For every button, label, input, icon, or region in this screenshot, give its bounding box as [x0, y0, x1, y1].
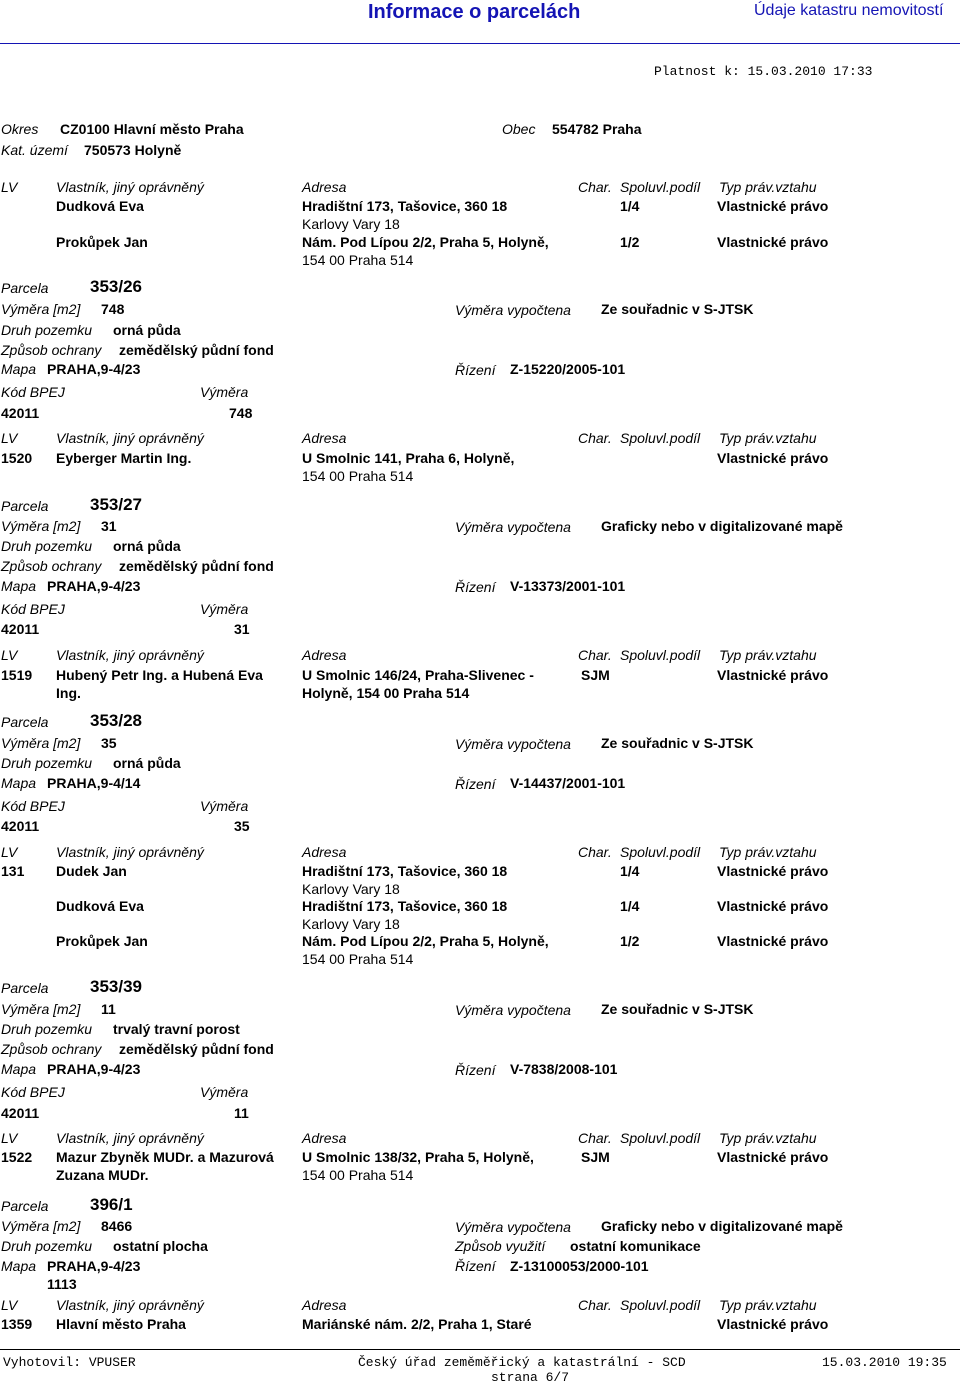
footer-datetime: 15.03.2010 19:35 — [822, 1355, 947, 1370]
owner-share: 1/2 — [620, 234, 640, 250]
owner-address-line2: Karlovy Vary 18 — [302, 881, 400, 897]
vypoctena-label: Výměra vypočtena — [455, 519, 571, 535]
footer-rule — [0, 1349, 960, 1350]
druh-value: ostatní plocha — [113, 1238, 208, 1254]
owner-name: Prokůpek Jan — [56, 933, 148, 949]
owner-name-line2: Ing. — [56, 685, 81, 701]
col-typ: Typ práv.vztahu — [719, 1297, 817, 1313]
druh-value: orná půda — [113, 755, 181, 771]
col-podil: Spoluvl.podíl — [620, 844, 701, 860]
mapa-value-line2: 1113 — [47, 1276, 77, 1292]
col-vlastnik: Vlastník, jiný oprávněný — [56, 844, 204, 860]
owner-share: 1/4 — [620, 863, 640, 879]
owner-lv: 1519 — [1, 667, 33, 683]
col-typ: Typ práv.vztahu — [719, 430, 817, 446]
parcela-label: Parcela — [1, 498, 49, 514]
col-podil: Spoluvl.podíl — [620, 647, 701, 663]
col-podil: Spoluvl.podíl — [620, 179, 701, 195]
rizeni-label: Řízení — [455, 1258, 496, 1274]
mapa-label: Mapa — [1, 1061, 37, 1077]
vypoctena-label: Výměra vypočtena — [455, 1219, 571, 1235]
owner-address: Hradištní 173, Tašovice, 360 18 — [302, 863, 508, 879]
col-adresa: Adresa — [302, 430, 347, 446]
col-vlastnik: Vlastník, jiný oprávněný — [56, 430, 204, 446]
vymera-label: Výměra [m2] — [1, 1001, 81, 1017]
parcela-label: Parcela — [1, 1198, 49, 1214]
owner-share: 1/4 — [620, 198, 640, 214]
vymera-value: 8466 — [101, 1218, 133, 1234]
owner-name: Hlavní město Praha — [56, 1316, 186, 1332]
col-char: Char. — [578, 844, 612, 860]
parcela-label: Parcela — [1, 280, 49, 296]
bpej-label: Kód BPEJ — [1, 601, 65, 617]
bpej-vymera-label: Výměra — [200, 798, 249, 814]
ochrana-value: zemědělský půdní fond — [119, 1041, 274, 1057]
footer-page-number: strana 6/7 — [491, 1370, 570, 1385]
mapa-value: PRAHA,9-4/23 — [47, 361, 141, 377]
owner-name: Dudková Eva — [56, 898, 144, 914]
footer-office: Český úřad zeměměřický a katastrální - SCD — [358, 1355, 686, 1370]
owner-lv: 1520 — [1, 450, 33, 466]
col-adresa: Adresa — [302, 647, 347, 663]
vypoctena-label: Výměra vypočtena — [455, 302, 571, 318]
vymera-value: 748 — [101, 301, 125, 317]
mapa-value: PRAHA,9-4/23 — [47, 1258, 141, 1274]
col-adresa: Adresa — [302, 844, 347, 860]
owner-share: 1/2 — [620, 933, 640, 949]
col-podil: Spoluvl.podíl — [620, 430, 701, 446]
owner-address: U Smolnic 141, Praha 6, Holyně, — [302, 450, 515, 466]
owner-name: Dudek Jan — [56, 863, 127, 879]
parcel-number: 353/27 — [90, 495, 142, 514]
owner-right-type: Vlastnické právo — [717, 234, 829, 250]
vypoctena-value: Graficky nebo v digitalizované mapě — [601, 1218, 843, 1234]
vypoctena-value: Graficky nebo v digitalizované mapě — [601, 518, 843, 534]
col-lv: LV — [1, 1130, 18, 1146]
owner-address: Hradištní 173, Tašovice, 360 18 — [302, 898, 508, 914]
owner-name: Prokůpek Jan — [56, 234, 148, 250]
vypoctena-value: Ze souřadnic v S-JTSK — [601, 1001, 754, 1017]
page-title: Informace o parcelách — [368, 1, 581, 23]
bpej-vymera-label: Výměra — [200, 1084, 249, 1100]
col-lv: LV — [1, 647, 18, 663]
owner-lv: 1522 — [1, 1149, 33, 1165]
okres-label: Okres — [1, 121, 39, 137]
owner-address-line2: 154 00 Praha 514 — [302, 951, 414, 967]
owner-right-type: Vlastnické právo — [717, 667, 829, 683]
bpej-vymera: 11 — [234, 1105, 249, 1121]
col-lv: LV — [1, 844, 18, 860]
owner-name: Eyberger Martin Ing. — [56, 450, 192, 466]
owner-right-type: Vlastnické právo — [717, 1316, 829, 1332]
parcel-number: 353/26 — [90, 277, 142, 296]
col-char: Char. — [578, 647, 612, 663]
rizeni-label: Řízení — [455, 362, 496, 378]
mapa-value: PRAHA,9-4/14 — [47, 775, 141, 791]
druh-label: Druh pozemku — [1, 1021, 93, 1037]
rizeni-label: Řízení — [455, 1062, 496, 1078]
owner-address: Mariánské nám. 2/2, Praha 1, Staré — [302, 1316, 532, 1332]
rizeni-value: Z-15220/2005-101 — [510, 361, 626, 377]
druh-value: orná půda — [113, 538, 181, 554]
col-vlastnik: Vlastník, jiný oprávněný — [56, 1297, 204, 1313]
okres-value: CZ0100 Hlavní město Praha — [60, 121, 244, 137]
col-char: Char. — [578, 430, 612, 446]
owner-lv: 131 — [1, 863, 25, 879]
druh-label: Druh pozemku — [1, 538, 93, 554]
parcela-label: Parcela — [1, 980, 49, 996]
col-char: Char. — [578, 179, 612, 195]
col-vlastnik: Vlastník, jiný oprávněný — [56, 179, 204, 195]
parcel-number: 396/1 — [90, 1195, 133, 1214]
vymera-label: Výměra [m2] — [1, 1218, 81, 1234]
bpej-code: 42011 — [1, 1105, 40, 1121]
druh-label: Druh pozemku — [1, 755, 93, 771]
vyuziti-value: ostatní komunikace — [570, 1238, 701, 1254]
rizeni-label: Řízení — [455, 579, 496, 595]
rizeni-value: V-14437/2001-101 — [510, 775, 626, 791]
col-char: Char. — [578, 1297, 612, 1313]
ochrana-value: zemědělský půdní fond — [119, 558, 274, 574]
bpej-code: 42011 — [1, 818, 40, 834]
katuzemi-label: Kat. území — [1, 142, 68, 158]
mapa-value: PRAHA,9-4/23 — [47, 578, 141, 594]
bpej-label: Kód BPEJ — [1, 384, 65, 400]
bpej-vymera: 31 — [234, 621, 250, 637]
ochrana-label: Způsob ochrany — [1, 1041, 102, 1057]
bpej-vymera: 35 — [234, 818, 250, 834]
mapa-value: PRAHA,9-4/23 — [47, 1061, 141, 1077]
owner-name: Dudková Eva — [56, 198, 144, 214]
owner-address-line2: 154 00 Praha 514 — [302, 1167, 414, 1183]
obec-value: 554782 Praha — [552, 121, 642, 137]
validity-date: Platnost k: 15.03.2010 17:33 — [654, 64, 873, 79]
owner-right-type: Vlastnické právo — [717, 933, 829, 949]
owner-address-line2: 154 00 Praha 514 — [302, 468, 414, 484]
owner-lv: 1359 — [1, 1316, 33, 1332]
header-bar — [0, 0, 960, 43]
owner-right-type: Vlastnické právo — [717, 450, 829, 466]
col-podil: Spoluvl.podíl — [620, 1297, 701, 1313]
footer-created-by: Vyhotovil: VPUSER — [3, 1355, 136, 1370]
col-lv: LV — [1, 179, 18, 195]
col-adresa: Adresa — [302, 179, 347, 195]
parcel-number: 353/39 — [90, 977, 142, 996]
page-subtitle: Údaje katastru nemovitostí — [754, 2, 944, 19]
druh-label: Druh pozemku — [1, 322, 93, 338]
rizeni-value: V-13373/2001-101 — [510, 578, 626, 594]
owner-share: 1/4 — [620, 898, 640, 914]
owner-address-line2: Holyně, 154 00 Praha 514 — [302, 685, 470, 701]
vypoctena-label: Výměra vypočtena — [455, 736, 571, 752]
vypoctena-value: Ze souřadnic v S-JTSK — [601, 301, 754, 317]
col-typ: Typ práv.vztahu — [719, 647, 817, 663]
col-typ: Typ práv.vztahu — [719, 1130, 817, 1146]
owner-address-line2: Karlovy Vary 18 — [302, 916, 400, 932]
owner-name: Hubený Petr Ing. a Hubená Eva — [56, 667, 263, 683]
header-rule — [0, 43, 960, 44]
ochrana-label: Způsob ochrany — [1, 342, 102, 358]
col-vlastnik: Vlastník, jiný oprávněný — [56, 647, 204, 663]
vymera-label: Výměra [m2] — [1, 735, 81, 751]
vymera-value: 11 — [101, 1001, 116, 1017]
col-vlastnik: Vlastník, jiný oprávněný — [56, 1130, 204, 1146]
col-podil: Spoluvl.podíl — [620, 1130, 701, 1146]
owner-name-line2: Zuzana MUDr. — [56, 1167, 149, 1183]
bpej-vymera-label: Výměra — [200, 601, 249, 617]
mapa-label: Mapa — [1, 361, 37, 377]
druh-label: Druh pozemku — [1, 1238, 93, 1254]
owner-address: Nám. Pod Lípou 2/2, Praha 5, Holyně, — [302, 933, 549, 949]
vymera-label: Výměra [m2] — [1, 301, 81, 317]
col-typ: Typ práv.vztahu — [719, 844, 817, 860]
bpej-code: 42011 — [1, 405, 40, 421]
vyuziti-label: Způsob využití — [455, 1238, 546, 1254]
mapa-label: Mapa — [1, 578, 37, 594]
owner-char: SJM — [581, 1149, 610, 1165]
rizeni-value: V-7838/2008-101 — [510, 1061, 618, 1077]
rizeni-value: Z-13100053/2000-101 — [510, 1258, 649, 1274]
owner-right-type: Vlastnické právo — [717, 863, 829, 879]
col-adresa: Adresa — [302, 1297, 347, 1313]
vypoctena-label: Výměra vypočtena — [455, 1002, 571, 1018]
col-char: Char. — [578, 1130, 612, 1146]
bpej-label: Kód BPEJ — [1, 798, 65, 814]
vypoctena-value: Ze souřadnic v S-JTSK — [601, 735, 754, 751]
bpej-vymera: 748 — [229, 405, 253, 421]
bpej-code: 42011 — [1, 621, 40, 637]
col-lv: LV — [1, 430, 18, 446]
owner-right-type: Vlastnické právo — [717, 198, 829, 214]
bpej-label: Kód BPEJ — [1, 1084, 65, 1100]
parcel-number: 353/28 — [90, 711, 142, 730]
katuzemi-value: 750573 Holyně — [84, 142, 182, 158]
druh-value: orná půda — [113, 322, 181, 338]
rizeni-label: Řízení — [455, 776, 496, 792]
owner-address: U Smolnic 138/32, Praha 5, Holyně, — [302, 1149, 534, 1165]
vymera-value: 35 — [101, 735, 117, 751]
bpej-vymera-label: Výměra — [200, 384, 249, 400]
vymera-value: 31 — [101, 518, 117, 534]
owner-address: Nám. Pod Lípou 2/2, Praha 5, Holyně, — [302, 234, 549, 250]
owner-address-line2: Karlovy Vary 18 — [302, 216, 400, 232]
parcela-label: Parcela — [1, 714, 49, 730]
col-adresa: Adresa — [302, 1130, 347, 1146]
mapa-label: Mapa — [1, 1258, 37, 1274]
ochrana-value: zemědělský půdní fond — [119, 342, 274, 358]
obec-label: Obec — [502, 121, 536, 137]
ochrana-label: Způsob ochrany — [1, 558, 102, 574]
owner-address-line2: 154 00 Praha 514 — [302, 252, 414, 268]
owner-char: SJM — [581, 667, 610, 683]
owner-right-type: Vlastnické právo — [717, 898, 829, 914]
druh-value: trvalý travní porost — [113, 1021, 240, 1037]
vymera-label: Výměra [m2] — [1, 518, 81, 534]
owner-address: U Smolnic 146/24, Praha-Slivenec - — [302, 667, 534, 683]
owner-right-type: Vlastnické právo — [717, 1149, 829, 1165]
owner-address: Hradištní 173, Tašovice, 360 18 — [302, 198, 508, 214]
owner-name: Mazur Zbyněk MUDr. a Mazurová — [56, 1149, 274, 1165]
mapa-label: Mapa — [1, 775, 37, 791]
col-typ: Typ práv.vztahu — [719, 179, 817, 195]
col-lv: LV — [1, 1297, 18, 1313]
